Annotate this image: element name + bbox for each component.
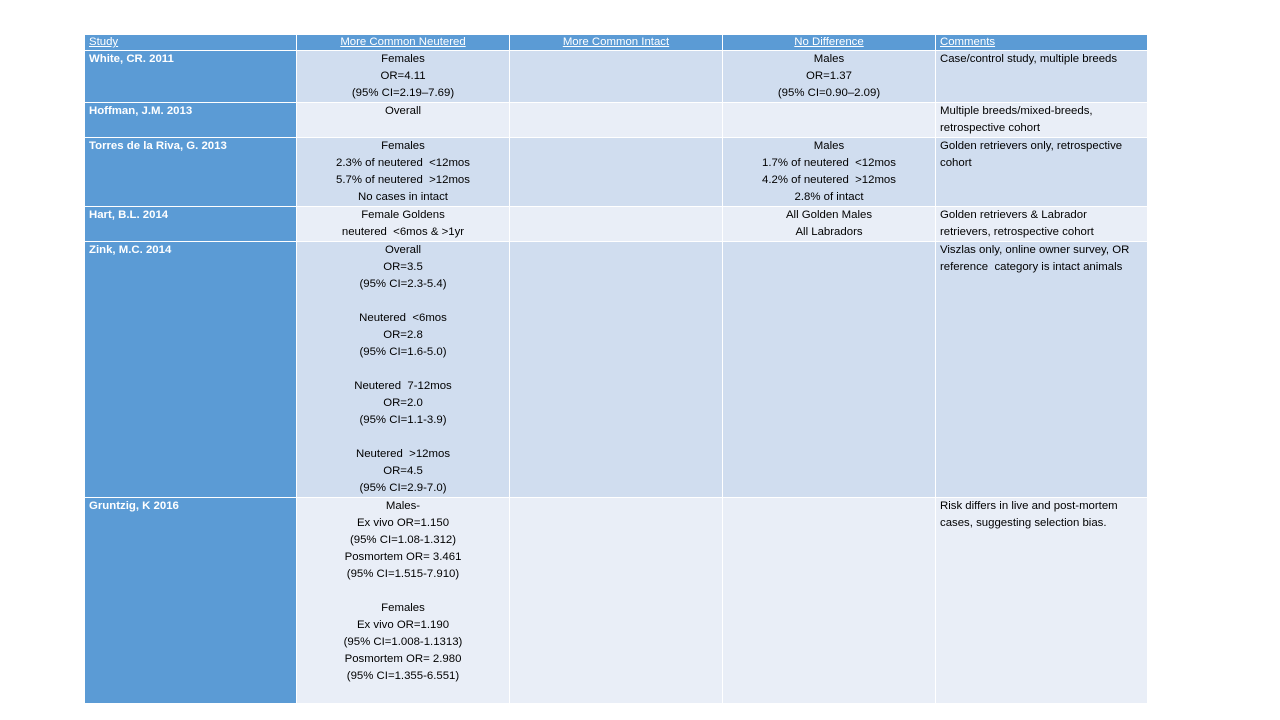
more-common-neutered-cell	[297, 138, 510, 207]
cell-line: All Golden Males	[785, 209, 873, 221]
more-common-neutered-cell	[297, 51, 510, 103]
cell-line: Neutered <6mos	[359, 312, 447, 324]
more-common-neutered-cell	[297, 207, 510, 242]
header-comments: Comments	[936, 35, 1148, 51]
comments-cell	[936, 242, 1148, 498]
cell-line: Ex vivo OR=1.190	[356, 619, 450, 631]
header-more-common-neutered: More Common Neutered	[297, 35, 510, 51]
cell-line	[301, 361, 505, 378]
cell-line: OR=4.11	[380, 70, 426, 82]
cell-line: OR=1.37	[806, 70, 852, 82]
cell-line: Females	[381, 602, 425, 614]
cell-line: (95% CI=1.008-1.1313)	[343, 636, 463, 648]
table-row	[85, 207, 1148, 242]
cell-line: Females	[381, 140, 425, 152]
cell-line: Posmortem OR= 2.980	[344, 653, 462, 665]
no-difference-cell	[723, 103, 936, 138]
comments-cell	[936, 51, 1148, 103]
cell-line: (95% CI=1.515-7.910)	[346, 568, 460, 580]
study-cell: White, CR. 2011	[85, 51, 297, 103]
cell-line: 4.2% of neutered >12mos	[762, 174, 896, 186]
study-cell: Hoffman, J.M. 2013	[85, 103, 297, 138]
table-row	[85, 138, 1148, 207]
more-common-intact-cell	[510, 207, 723, 242]
cell-line: Ex vivo OR=1.150	[356, 517, 450, 529]
study-cell: Torres de la Riva, G. 2013	[85, 138, 297, 207]
comparison-table	[84, 34, 1148, 704]
cell-line: Overall	[384, 105, 422, 117]
cell-line: (95% CI=1.08-1.312)	[349, 534, 457, 546]
cell-line: 2.8% of intact	[794, 191, 864, 203]
cell-line: Female Goldens	[361, 209, 445, 221]
cell-line: All Labradors	[795, 226, 863, 238]
cell-line: Males-	[385, 500, 421, 512]
header-more-common-intact: More Common Intact	[510, 35, 723, 51]
study-cell: Gruntzig, K 2016	[85, 498, 297, 704]
header-no-difference: No Difference	[723, 35, 936, 51]
study-cell: Hart, B.L. 2014	[85, 207, 297, 242]
cell-line: Golden retrievers & Labrador	[940, 209, 1087, 221]
more-common-neutered-cell	[297, 242, 510, 498]
cell-line: Multiple breeds/mixed-breeds,	[940, 105, 1093, 117]
no-difference-cell	[723, 51, 936, 103]
cell-line: No cases in intact	[358, 191, 448, 203]
cell-line: cohort	[940, 157, 972, 169]
no-difference-cell	[723, 498, 936, 704]
no-difference-cell	[723, 242, 936, 498]
cell-line: OR=2.0	[383, 397, 423, 409]
cell-line	[301, 293, 505, 310]
table-row	[85, 498, 1148, 704]
cell-line: (95% CI=0.90–2.09)	[777, 87, 881, 99]
table-row	[85, 103, 1148, 138]
cell-line: (95% CI=1.6-5.0)	[359, 346, 447, 358]
cell-line: 2.3% of neutered <12mos	[336, 157, 470, 169]
more-common-intact-cell	[510, 138, 723, 207]
cell-line: Risk differs in live and post-mortem	[940, 500, 1118, 512]
comments-cell	[936, 498, 1148, 704]
comments-cell	[936, 103, 1148, 138]
cell-line: (95% CI=1.1-3.9)	[359, 414, 447, 426]
more-common-intact-cell	[510, 103, 723, 138]
cell-line: Males	[813, 53, 845, 65]
more-common-intact-cell	[510, 51, 723, 103]
cell-line: Females	[381, 53, 425, 65]
cell-line: OR=2.8	[383, 329, 423, 341]
cell-line: Males	[813, 140, 845, 152]
header-row	[85, 35, 1148, 51]
cell-line: reference category is intact animals	[940, 261, 1123, 273]
table-row	[85, 242, 1148, 498]
cell-line: Case/control study, multiple breeds	[940, 53, 1118, 65]
more-common-neutered-cell	[297, 103, 510, 138]
no-difference-cell	[723, 138, 936, 207]
more-common-neutered-cell	[297, 498, 510, 704]
cell-line: Neutered >12mos	[355, 448, 451, 460]
cell-line: neutered <6mos & >1yr	[341, 226, 465, 238]
cell-line: Golden retrievers only, retrospective	[940, 140, 1123, 152]
cell-line: OR=4.5	[383, 465, 423, 477]
cell-line: 1.7% of neutered <12mos	[762, 157, 896, 169]
comments-cell	[936, 138, 1148, 207]
cell-line: 5.7% of neutered >12mos	[336, 174, 470, 186]
table-body	[85, 51, 1148, 704]
cell-line	[301, 429, 505, 446]
cell-line: retrospective cohort	[940, 122, 1041, 134]
table-row	[85, 51, 1148, 103]
cell-line: Neutered 7-12mos	[354, 380, 452, 392]
cell-line: (95% CI=1.355-6.551)	[346, 670, 460, 682]
cell-line: Posmortem OR= 3.461	[344, 551, 462, 563]
cell-line: cases, suggesting selection bias.	[940, 517, 1107, 529]
cell-line: (95% CI=2.3-5.4)	[359, 278, 447, 290]
more-common-intact-cell	[510, 498, 723, 704]
no-difference-cell	[723, 207, 936, 242]
cell-line: (95% CI=2.9-7.0)	[359, 482, 447, 494]
cell-line: OR=3.5	[383, 261, 423, 273]
cell-line	[301, 583, 505, 600]
header-study: Study	[85, 35, 297, 51]
cell-line: retrievers, retrospective cohort	[940, 226, 1094, 238]
cell-line: (95% CI=2.19–7.69)	[351, 87, 455, 99]
comments-cell	[936, 207, 1148, 242]
more-common-intact-cell	[510, 242, 723, 498]
study-cell: Zink, M.C. 2014	[85, 242, 297, 498]
cell-line: Overall	[384, 244, 422, 256]
cell-line: Viszlas only, online owner survey, OR	[940, 244, 1130, 256]
